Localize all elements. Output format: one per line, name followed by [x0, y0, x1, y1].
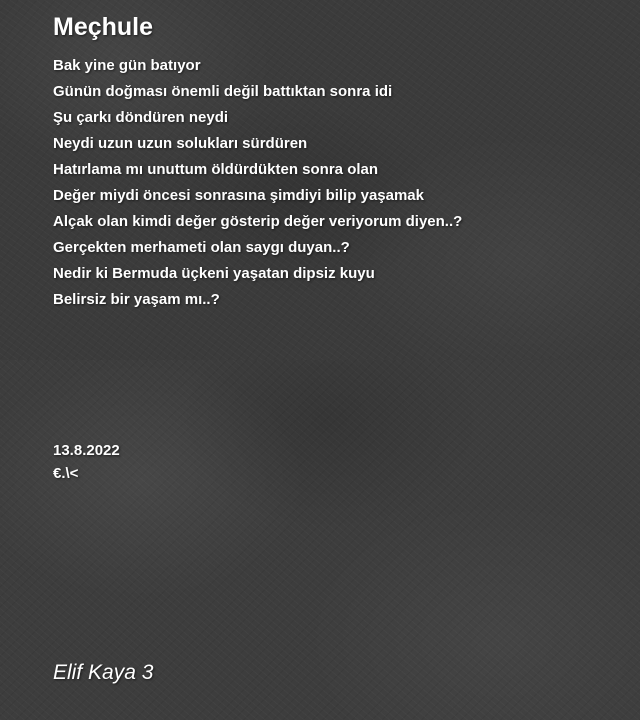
poem-signature: €.\<: [53, 465, 79, 482]
poem-line: Neydi uzun uzun solukları sürdüren: [53, 135, 308, 152]
poem-line: Gerçekten merhameti olan saygı duyan..?: [53, 239, 350, 256]
poem-date: 13.8.2022: [53, 442, 120, 459]
author-name: Elif Kaya 3: [53, 661, 154, 684]
poem-line: Bak yine gün batıyor: [53, 57, 201, 74]
poem-line: Günün doğması önemli değil battıktan sonra idi: [53, 83, 393, 100]
poem-line: Nedir ki Bermuda üçkeni yaşatan dipsiz kuyu: [53, 265, 375, 282]
poem-line: Belirsiz bir yaşam mı..?: [53, 291, 220, 308]
poem-title: Meçhule: [53, 13, 154, 41]
poem-line: Hatırlama mı unuttum öldürdükten sonra olan: [53, 161, 379, 178]
poem-line: Alçak olan kimdi değer gösterip değer veriyorum diyen..?: [53, 213, 463, 230]
poem-line: Değer miydi öncesi sonrasına şimdiyi bilip yaşamak: [53, 187, 424, 204]
poem-line: Şu çarkı döndüren neydi: [53, 109, 229, 126]
poem-body: [53, 53, 462, 313]
